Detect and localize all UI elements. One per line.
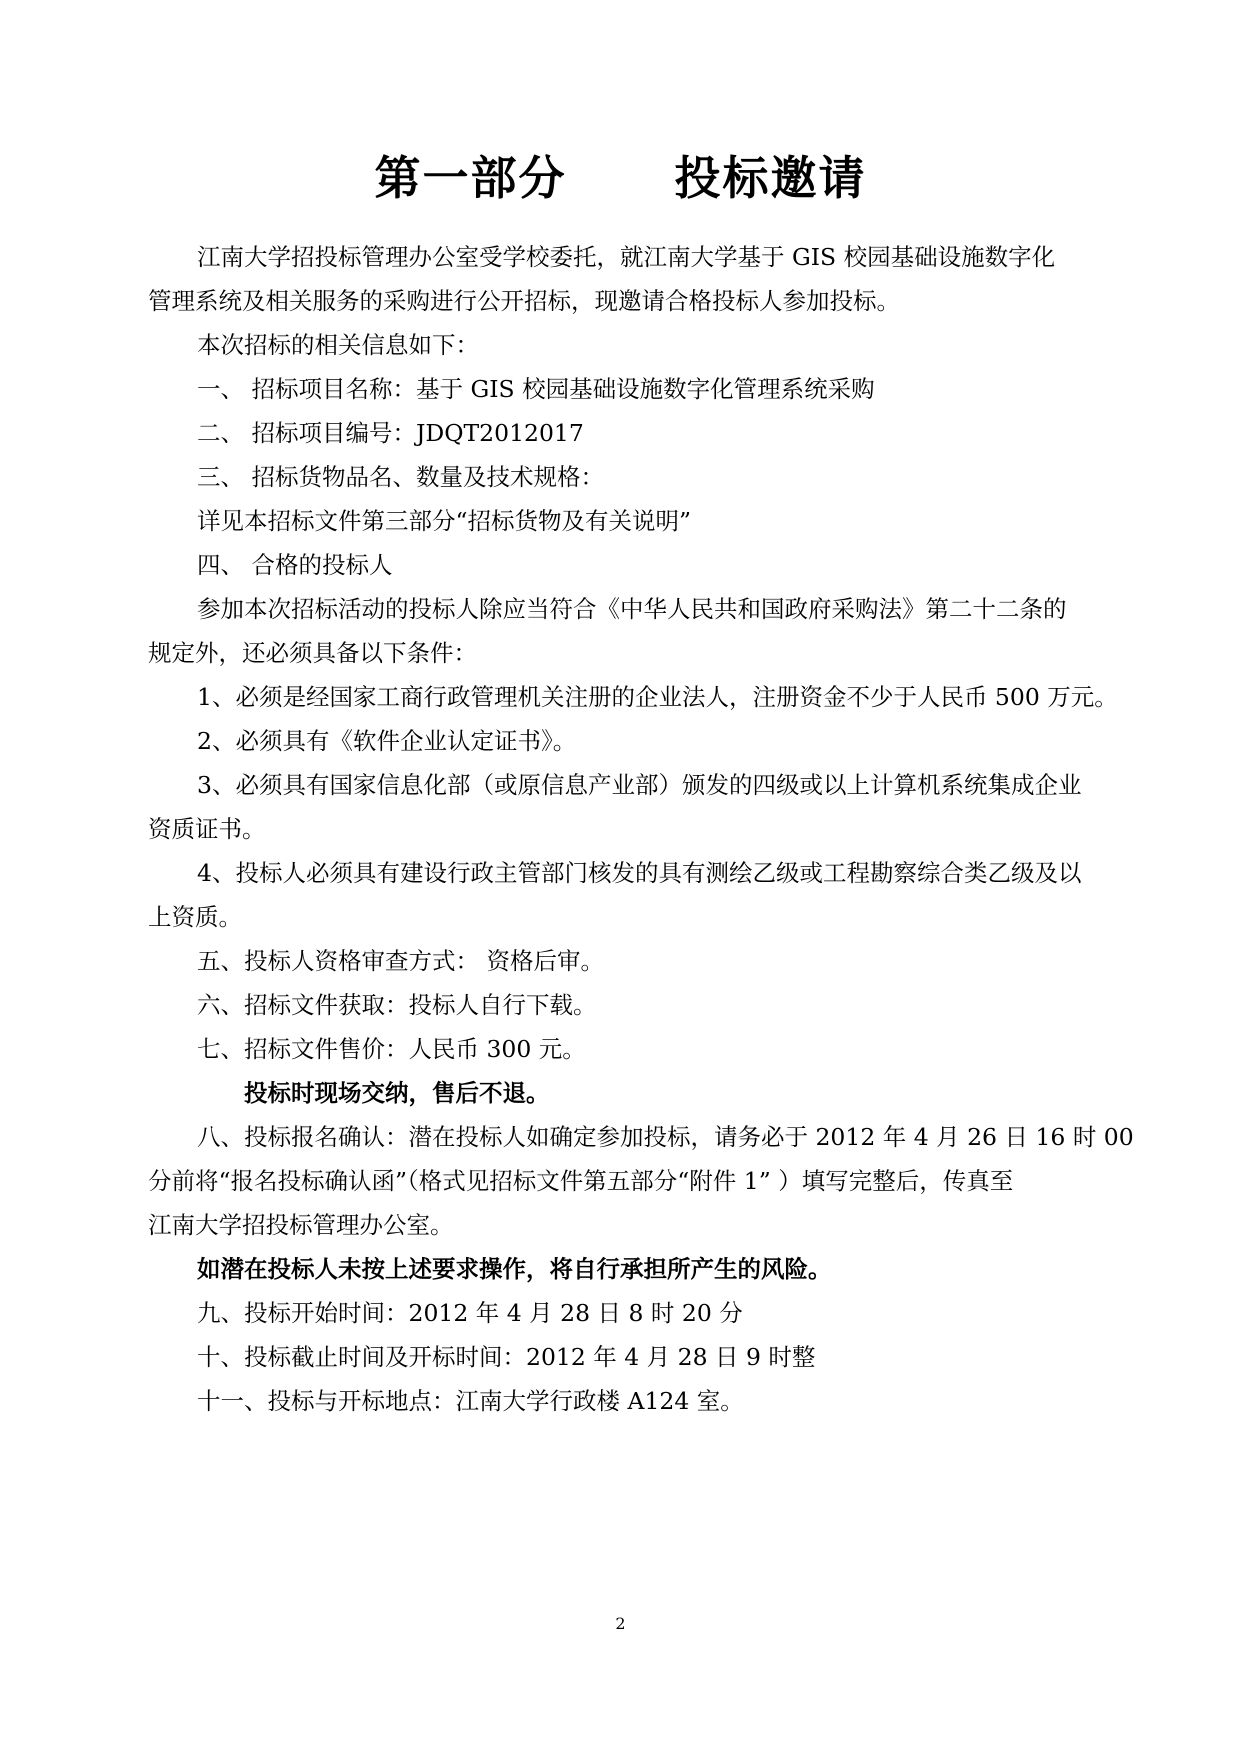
paragraph-line-9: 参加本次招标活动的投标人除应当符合《中华人民共和国政府采购法》第二十二条的 [197, 595, 1067, 623]
section-item-6: 六、招标文件获取：投标人自行下载。 [197, 991, 597, 1019]
section-item-9: 九、投标开始时间：2012 年 4 月 28 日 8 时 20 分 [197, 1299, 743, 1327]
section-item-8-continued-2: 江南大学招投标管理办公室。 [148, 1211, 454, 1239]
bold-notice-fee: 投标时现场交纳，售后不退。 [244, 1079, 550, 1107]
condition-3-continued: 资质证书。 [148, 815, 266, 843]
page-number: 2 [615, 1614, 626, 1633]
condition-4: 4、投标人必须具有建设行政主管部门核发的具有测绘乙级或工程勘察综合类乙级及以 [197, 859, 1082, 887]
section-item-8-continued: 分前将“报名投标确认函”（格式见招标文件第五部分“附件 1” ）填写完整后，传真至 [148, 1167, 1014, 1195]
paragraph-line-2: 管理系统及相关服务的采购进行公开招标，现邀请合格投标人参加投标。 [148, 287, 900, 315]
paragraph-line-1: 江南大学招投标管理办公室受学校委托，就江南大学基于 GIS 校园基础设施数字化 [197, 243, 1056, 271]
section-item-2: 二、 招标项目编号：JDQT2012017 [197, 419, 584, 447]
condition-3: 3、必须具有国家信息化部（或原信息产业部）颁发的四级或以上计算机系统集成企业 [197, 771, 1082, 799]
section-item-3: 三、 招标货物品名、数量及技术规格： [197, 463, 604, 491]
condition-4-continued: 上资质。 [148, 903, 242, 931]
section-item-5: 五、投标人资格审查方式： 资格后审。 [197, 947, 604, 975]
section-item-8: 八、投标报名确认：潜在投标人如确定参加投标，请务必于 2012 年 4 月 26 日 16 时 00 [197, 1123, 1134, 1151]
bold-notice-risk: 如潜在投标人未按上述要求操作，将自行承担所产生的风险。 [197, 1255, 832, 1283]
section-item-7: 七、招标文件售价：人民币 300 元。 [197, 1035, 586, 1063]
paragraph-line-3: 本次招标的相关信息如下： [197, 331, 479, 359]
page-title: 第一部分 投标邀请 [374, 151, 867, 205]
condition-1: 1、必须是经国家工商行政管理机关注册的企业法人，注册资金不少于人民币 500 万元。 [197, 683, 1118, 711]
paragraph-line-10: 规定外，还必须具备以下条件： [148, 639, 477, 667]
condition-2: 2、必须具有《软件企业认定证书》。 [197, 727, 577, 755]
section-item-10: 十、投标截止时间及开标时间：2012 年 4 月 28 日 9 时整 [197, 1343, 816, 1371]
section-item-11: 十一、投标与开标地点：江南大学行政楼 A124 室。 [197, 1387, 744, 1415]
paragraph-line-7: 详见本招标文件第三部分“招标货物及有关说明” [197, 507, 692, 535]
section-item-4: 四、 合格的投标人 [197, 551, 393, 579]
section-item-1: 一、 招标项目名称：基于 GIS 校园基础设施数字化管理系统采购 [197, 375, 875, 403]
